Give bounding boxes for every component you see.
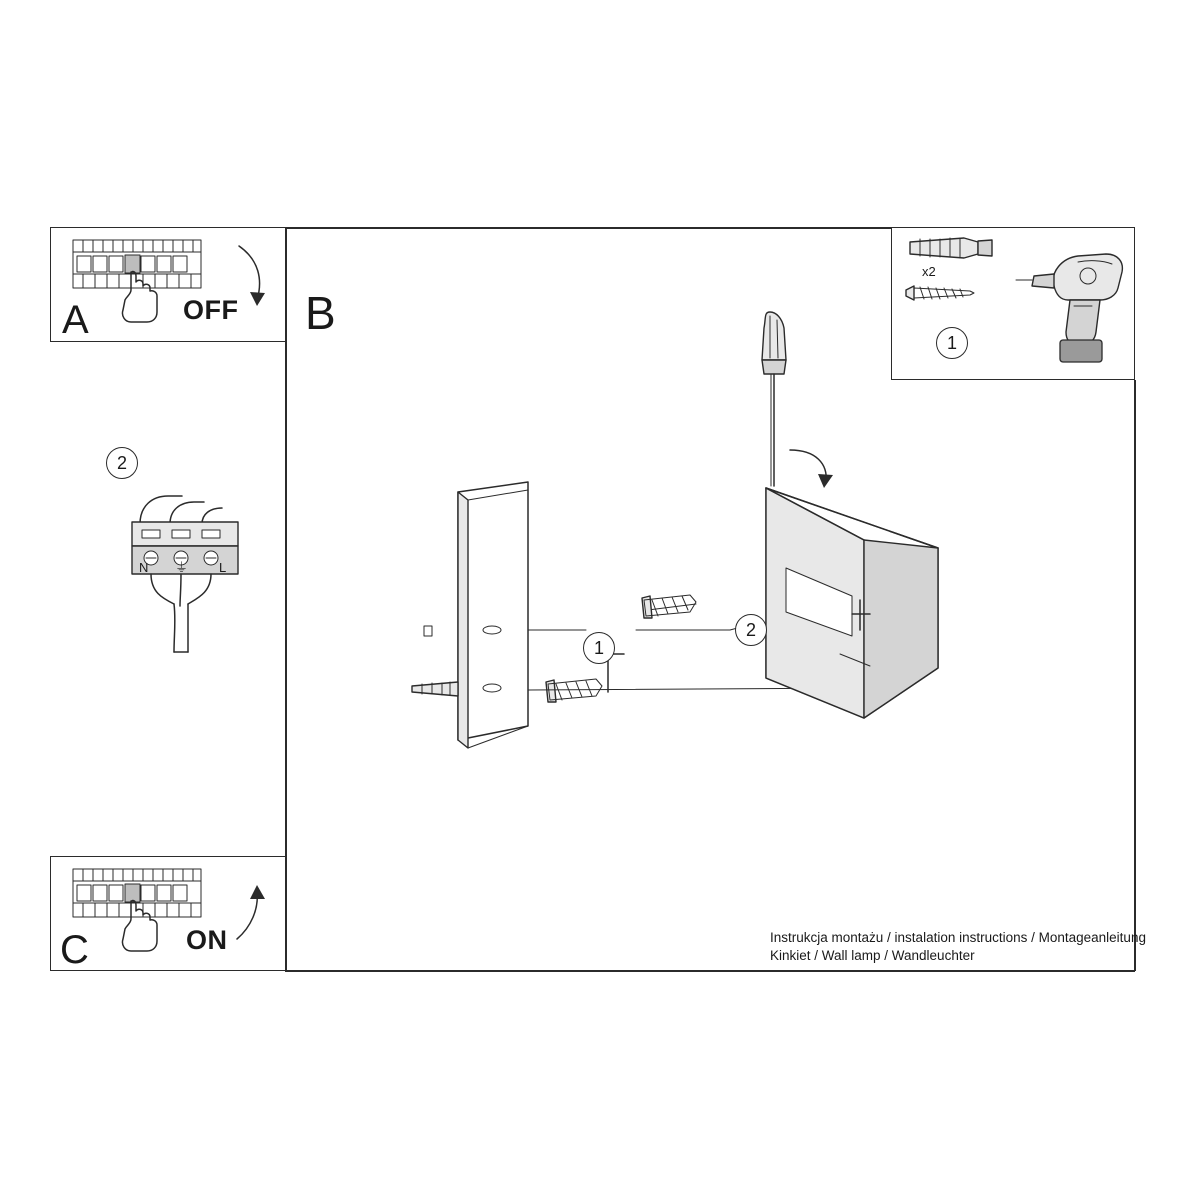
section-letter-b: B xyxy=(305,287,336,339)
screw-lower-icon xyxy=(546,654,624,702)
wall-lamp-body xyxy=(766,488,938,718)
frame-divider-top xyxy=(285,227,892,229)
mounting-plate xyxy=(424,482,528,748)
wall-plug-icon xyxy=(910,238,992,258)
caption-line-1: Instrukcja montażu / instalation instructions / Montageanleitung xyxy=(770,930,1146,945)
wall-lamp-assembly-diagram xyxy=(400,300,1040,830)
frame-divider-bottom xyxy=(285,970,1135,972)
terminal-label-earth: ⏚ xyxy=(175,560,189,575)
quantity-label: x2 xyxy=(922,264,936,279)
screwdriver-icon xyxy=(762,312,786,486)
step-circle-fix: 2 xyxy=(735,614,767,646)
section-a-switch-label: OFF xyxy=(183,295,239,325)
step-circle-terminal: 2 xyxy=(106,447,138,479)
terminal-block-icon xyxy=(118,480,288,660)
frame-divider-right xyxy=(1134,380,1136,971)
wood-screw-icon xyxy=(906,286,974,300)
step-circle-tools: 1 xyxy=(936,327,968,359)
wall-plug-inserted-icon xyxy=(412,682,458,696)
step-circle-mount: 1 xyxy=(583,632,615,664)
terminal-label-n: N xyxy=(139,560,149,575)
section-letter-a: A xyxy=(62,298,89,342)
terminal-label-l: L xyxy=(219,560,227,575)
section-c-switch-label: ON xyxy=(186,925,228,955)
caption-line-2: Kinkiet / Wall lamp / Wandleuchter xyxy=(770,948,975,963)
section-letter-c: C xyxy=(60,928,89,972)
screw-upper-icon xyxy=(642,595,696,618)
